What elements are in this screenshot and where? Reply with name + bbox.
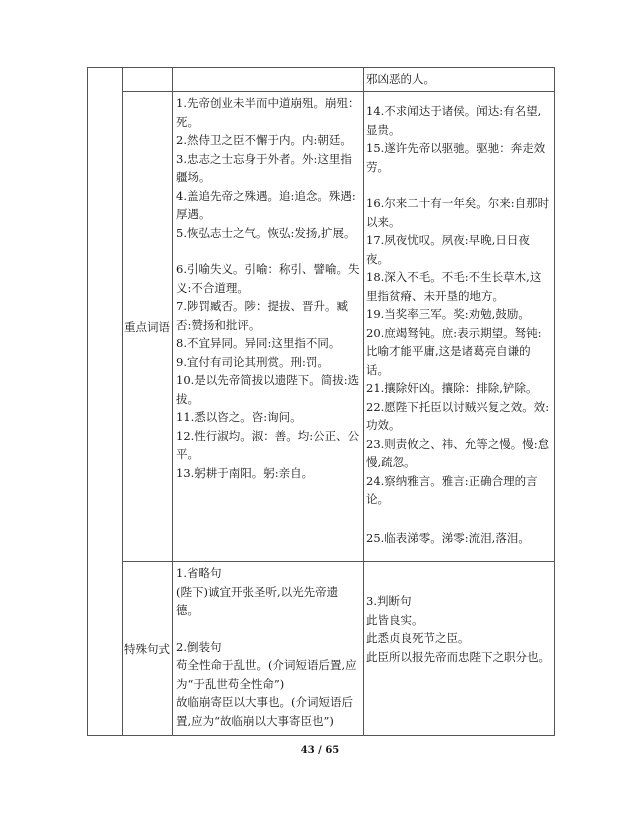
vocab-left-column: [176, 94, 360, 482]
vocab-item: 12.性行淑均。淑：善。均:公正、公平。: [176, 428, 360, 461]
special-right-column: [366, 592, 552, 666]
vocab-item: 22.愿陛下托臣以讨贼兴复之效。效:功效。: [366, 399, 550, 432]
page-number: [0, 745, 640, 756]
vocab-item: 6.引喻失义。引喻：称引、譬喻。失义:不合道理。: [176, 262, 360, 295]
current-page: 43: [300, 745, 315, 756]
pattern-example: 故临崩寄臣以大事也。(介词短语后置,应为“故临崩以大事寄臣也”): [176, 695, 353, 728]
page-separator: /: [318, 745, 322, 756]
row-divider-1: [122, 91, 554, 92]
vocab-item: 23.则责攸之、祎、允等之慢。慢:怠慢,疏忽。: [366, 436, 550, 469]
vocab-item: 20.庶竭驽钝。庶:表示期望。驽钝:比喻才能平庸,这是诸葛亮自谦的话。: [366, 325, 542, 377]
vocab-right-column: [366, 102, 552, 547]
column-divider-2: [172, 68, 173, 735]
vocab-item: 11.悉以咨之。咨:询问。: [176, 410, 302, 424]
top-row-right-cell: [366, 70, 552, 89]
pattern-example: (陛下)诚宜开张圣听,以光先帝遗德。: [176, 584, 339, 617]
pattern-example: 此臣所以报先帝而忠陛下之职分也。: [366, 649, 550, 664]
notes-table: [87, 67, 555, 736]
vocab-item: 3.忠志之士忘身于外者。外:这里指疆场。: [176, 151, 352, 184]
vocab-item: 24.察纳雅言。雅言:正确合理的言论。: [366, 473, 538, 506]
column-divider-3: [363, 68, 364, 735]
pattern-heading: 3.判断句: [366, 594, 412, 608]
vocab-item: 8.不宜异同。异同:这里指不同。: [176, 336, 341, 350]
vocab-section-label: 重点词语: [124, 319, 170, 334]
pattern-example: 此悉贞良死节之臣。: [366, 631, 470, 645]
vocab-item: 18.深入不毛。不毛:不生长草木,这里指贫瘠、未开垦的地方。: [366, 270, 542, 303]
total-pages: 65: [325, 745, 340, 756]
vocab-item: 14.不求闻达于诸侯。闻达:有名望,显贵。: [366, 104, 542, 137]
vocab-item: 9.宜付有司论其刑赏。刑:罚。: [176, 354, 329, 369]
pattern-heading: 2.倒装句: [176, 639, 222, 654]
vocab-item: 4.盖追先帝之殊遇。追:追念。殊遇:厚遇。: [176, 188, 356, 221]
vocab-item: 13.躬耕于南阳。躬:亲自。: [176, 465, 314, 480]
vocab-item: 19.当奖率三军。奖:劝勉,鼓励。: [366, 307, 530, 321]
special-section-label: 特殊句式: [124, 641, 170, 656]
pattern-example: 苟全性命于乱世。(介词短语后置,应为“于乱世苟全性命”): [176, 658, 357, 691]
vocab-item: 16.尔来二十有一年矣。尔来:自那时以来。: [366, 196, 550, 229]
vocab-item: 2.然侍卫之臣不懈于内。内:朝廷。: [176, 133, 352, 147]
top-row-text: 邪凶恶的人。: [366, 72, 435, 86]
vocab-item: 25.临表涕零。涕零:流泪,落泪。: [366, 530, 530, 545]
pattern-heading: 1.省略句: [176, 566, 222, 580]
vocab-item: 5.恢弘志士之气。恢弘:发扬,扩展。: [176, 225, 356, 240]
vocab-item: 10.是以先帝简拔以遗陛下。简拔:选拔。: [176, 373, 360, 406]
vocab-item: 17.夙夜忧叹。夙夜:早晚,日日夜夜。: [366, 233, 530, 266]
vocab-item: 7.陟罚臧否。陟：提拔、晋升。臧否:赞扬和批评。: [176, 299, 348, 332]
vocab-item: 1.先帝创业未半而中道崩殂。崩殂：死。: [176, 96, 360, 129]
row-divider-2: [122, 561, 554, 562]
vocab-item: 15.遂许先帝以驱驰。驱驰：奔走效劳。: [366, 141, 546, 174]
vocab-item: 21.攘除奸凶。攘除：排除,铲除。: [366, 381, 538, 395]
pattern-example: 此皆良实。: [366, 612, 424, 627]
special-left-column: [176, 564, 360, 730]
